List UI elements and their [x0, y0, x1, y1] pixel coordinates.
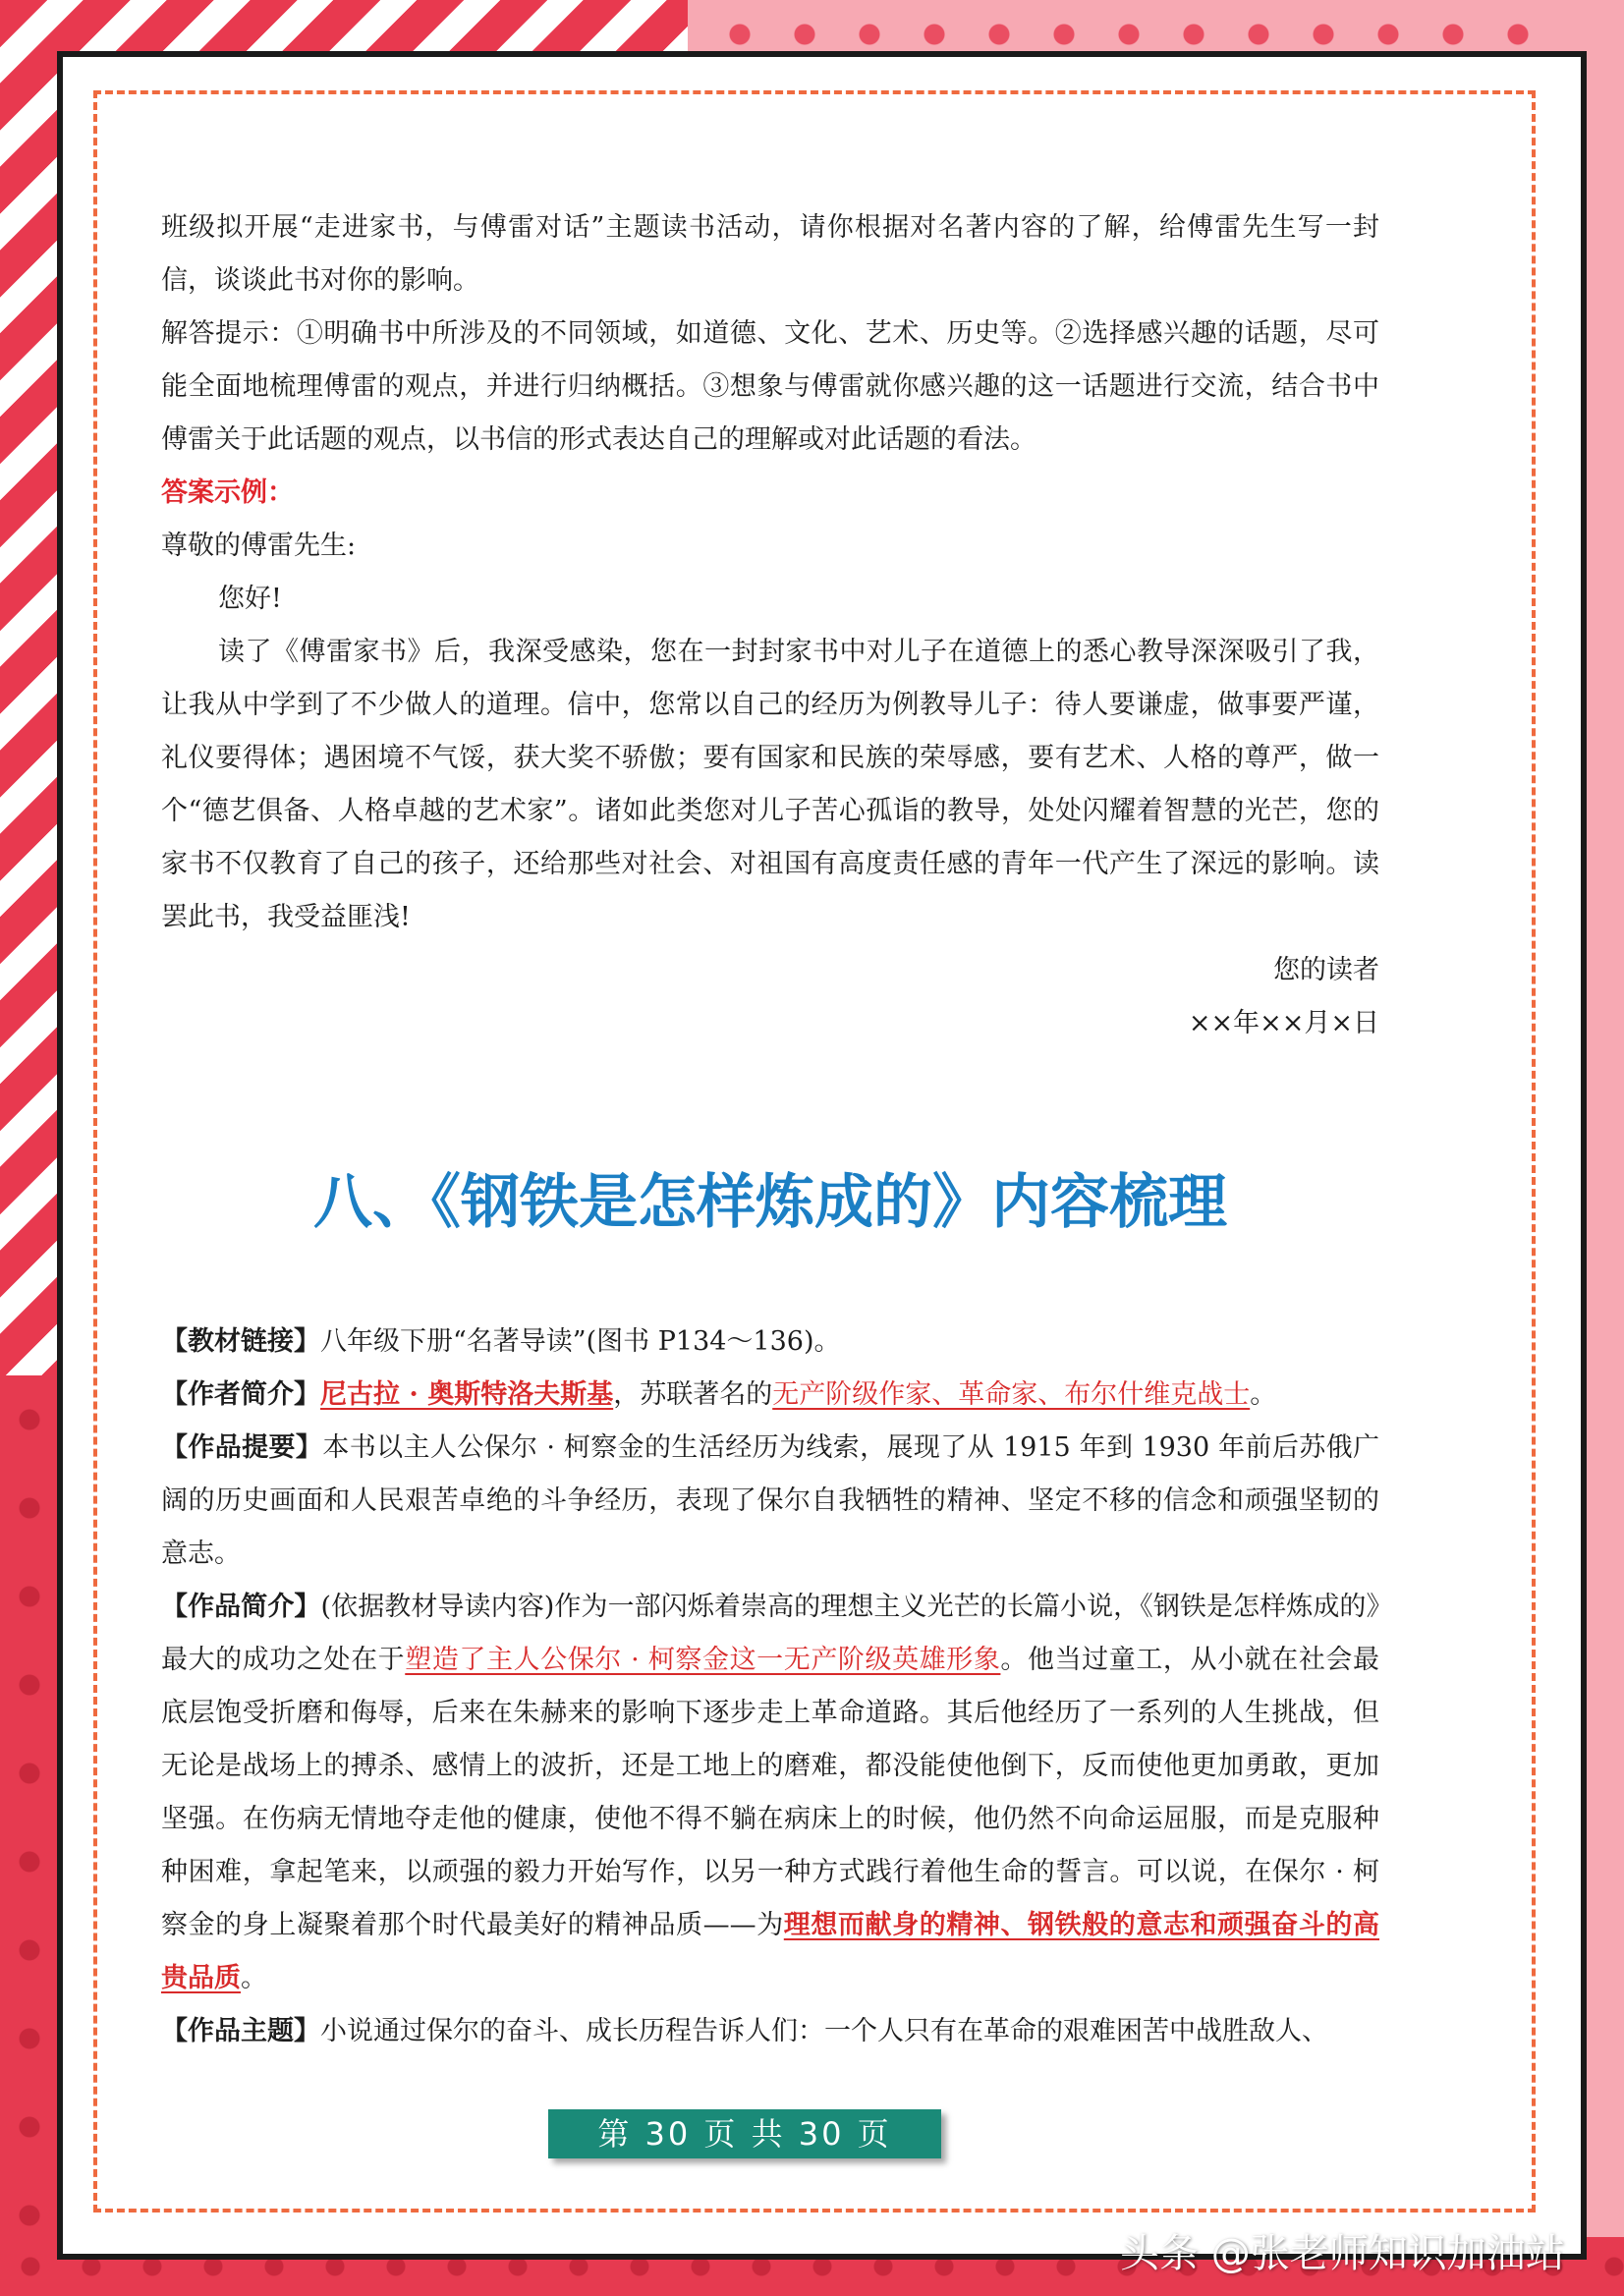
- page-content: [161, 201, 1379, 2058]
- author-paragraph: [161, 1369, 1379, 1422]
- author-tag: 【作者简介】: [161, 1379, 320, 1410]
- work-intro-text-c: 。: [241, 1963, 267, 1993]
- textbook-link-paragraph: [161, 1316, 1379, 1369]
- author-mid: ，苏联著名的: [613, 1379, 773, 1410]
- work-intro-tag: 【作品简介】: [161, 1592, 321, 1622]
- work-intro-text-b: 。他当过童工，从小就在社会最底层饱受折磨和侮辱，后来在朱赫来的影响下逐步走上革命道路。其后他经历了一系列的人生挑战，但无论是战场上的搏杀、感情上的波折，还是工地上的磨难，都没能使他倒下，反而使他更加勇敢，更加坚强。在伤病无情地夺走他的健康，使他不得不躺在病床上的时候，他仍然不向命运屈服，而是克服种种困难，拿起笔来，以顽强的毅力开始写作，以另一种方式践行着他生命的誓言。可以说，在保尔 · 柯察金的身上凝聚着那个时代最美好的精神品质——为: [161, 1645, 1380, 1940]
- page-number-badge: 第 30 页 共 30 页: [548, 2109, 941, 2158]
- theme-paragraph: [161, 2005, 1379, 2058]
- theme-tag: 【作品主题】: [161, 2016, 320, 2046]
- answer-label: 答案示例：: [161, 477, 294, 508]
- author-end: 。: [1250, 1379, 1277, 1410]
- textbook-link-tag: 【教材链接】: [161, 1326, 320, 1357]
- task-paragraph: 班级拟开展“走进家书，与傅雷对话”主题读书活动，请你根据对名著内容的了解，给傅雷先生写一封信，谈谈此书对你的影响。: [161, 212, 1379, 296]
- summary-paragraph: [161, 1422, 1379, 1581]
- textbook-link-text: 八年级下册“名著导读”(图书 P134～136)。: [320, 1326, 841, 1357]
- summary-tag: 【作品提要】: [161, 1432, 323, 1463]
- section-title: 八、《钢铁是怎样炼成的》内容梳理: [313, 1168, 1227, 1237]
- work-intro-highlight-1: 塑造了主人公保尔 · 柯察金这一无产阶级英雄形象: [405, 1645, 1001, 1675]
- hint-paragraph: 解答提示：①明确书中所涉及的不同领域，如道德、文化、艺术、历史等。②选择感兴趣的话题，尽可能全面地梳理傅雷的观点，并进行归纳概括。③想象与傅雷就你感兴趣的这一话题进行交流，结合书中傅雷关于此话题的观点，以书信的形式表达自己的理解或对此话题的看法。: [161, 318, 1379, 455]
- background-red-left: [0, 1375, 59, 2296]
- theme-text: 小说通过保尔的奋斗、成长历程告诉人们：一个人只有在革命的艰难困苦中战胜敌人、: [320, 2016, 1328, 2046]
- watermark: 头条 @张老师知识加油站: [1120, 2231, 1565, 2276]
- letter-salutation: 尊敬的傅雷先生:: [161, 531, 357, 561]
- author-roles: 无产阶级作家、革命家、布尔什维克战士: [772, 1379, 1251, 1410]
- work-intro-paragraph: [161, 1581, 1379, 2005]
- author-name: 尼古拉 · 奥斯特洛夫斯基: [320, 1379, 614, 1410]
- letter-date: ××年××月×日: [1188, 1008, 1379, 1038]
- work-intro-text-a: (依据教材导读内容)作为一部闪烁着崇高的理想主义光芒的长篇小说，《钢铁是怎样炼成的》最大的成功之处在于: [161, 1592, 1380, 1675]
- work-intro-highlight-2: 理想而献身的精神、钢铁般的意志和顽强奋斗的高贵品质: [161, 1910, 1380, 1993]
- letter-signature: 您的读者: [1273, 955, 1379, 985]
- letter-body: 读了《傅雷家书》后，我深受感染，您在一封封家书中对儿子在道德上的悉心教导深深吸引了我，让我从中学到了不少做人的道理。信中，您常以自己的经历为例教导儿子：待人要谦虚，做事要严谨，礼仪要得体；遇困境不气馁，获大奖不骄傲；要有国家和民族的荣辱感，要有艺术、人格的尊严，做一个“德艺俱备、人格卓越的艺术家”。诸如此类您对儿子苦心孤诣的教导，处处闪耀着智慧的光芒，您的家书不仅教育了自己的孩子，还给那些对社会、对祖国有高度责任感的青年一代产生了深远的影响。读罢此书，我受益匪浅!: [161, 637, 1379, 932]
- letter-greeting: 您好!: [218, 584, 282, 614]
- summary-text: 本书以主人公保尔 · 柯察金的生活经历为线索，展现了从 1915 年到 1930 年前后苏俄广阔的历史画面和人民艰苦卓绝的斗争经历，表现了保尔自我牺牲的精神、坚定不移的信念和顽强坚韧的意志。: [161, 1432, 1379, 1569]
